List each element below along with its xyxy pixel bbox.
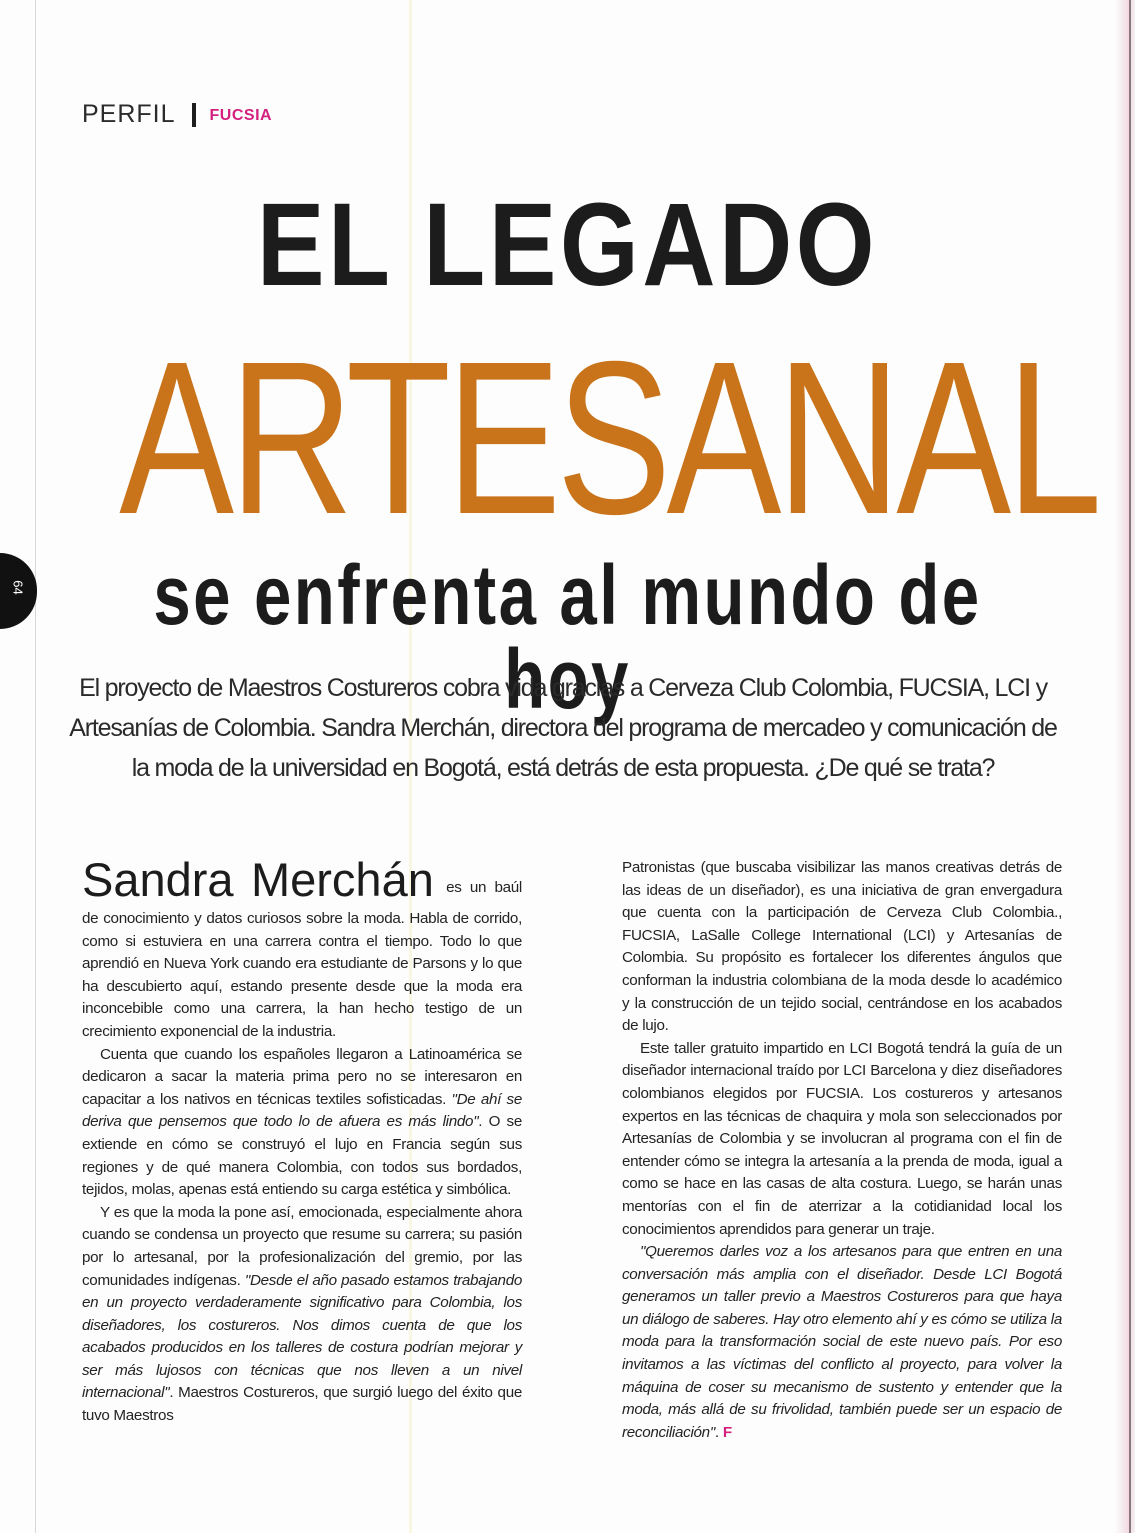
gutter-line: [35, 0, 36, 1533]
article-column-left: [82, 852, 522, 1428]
section-separator: [192, 103, 196, 127]
headline-line-2: ARTESANAL: [119, 317, 1098, 560]
intro-deck: El proyecto de Maestros Costureros cobra vida gracias a Cerveza Club Colombia, FUCSIA, LCI y Artesanías de Colombia. Sandra Merchán, directora del programa de mercadeo y comunicación de la moda de la universidad en Bogotá, está detrás de esta propuesta. ¿De qué se trata?: [69, 674, 1057, 782]
page-number-tab: [0, 553, 37, 629]
paragraph-text: es un baúl de conocimiento y datos curiosos sobre la moda. Habla de corrido, como si estuviera en una carrera contra el tiempo. Todo lo que aprendió en Nueva York cuando era estudiante de Parsons y lo que ha descubierto aquí, estando presente desde que la moda era inconcebible como una carrera, la han hecho testigo de un crecimiento exponencial de la industria.: [82, 879, 522, 1040]
article-paragraph: [82, 1202, 522, 1428]
page-edge-shadow: [1129, 0, 1131, 1533]
lead-name: Sandra Merchán: [82, 853, 434, 906]
article-paragraph: Este taller gratuito impartido en LCI Bogotá tendrá la guía de un diseñador internacional traído por LCI Barcelona y diez diseñadores colombianos elegidos por FUCSIA. Los costureros y artesanos expertos en las técnicas de chaquira y mola son seleccionados por Artesanías de Colombia y se involucran al programa con el fin de entender cómo se integra la artesanía a la prenda de moda, igual a como se hace en las casas de alta costura. Luego, se harán unas mentorías con el fin de aterrizar a la cotidianidad local los conocimientos aprendidos para generar un traje.: [622, 1039, 1062, 1238]
magazine-brand: FUCSIA: [209, 106, 273, 124]
pull-quote: "De ahí se deriva que pensemos que todo lo de afuera es más lindo": [82, 1090, 522, 1131]
article-paragraph: [82, 1044, 522, 1202]
paragraph-text: Cuenta que cuando los españoles llegaron a Latinoamérica se dedicaron a sacar la materia prima pero no se interesaron en capacitar a los nativos en técnicas textiles sofisticadas.: [82, 1045, 522, 1108]
end-mark: F: [722, 1423, 732, 1441]
section-label: PERFIL: [82, 100, 176, 128]
paragraph-text: .: [714, 1423, 719, 1441]
headline-line-3: se enfrenta al mundo de hoy: [153, 548, 982, 726]
article-column-right: [622, 857, 1062, 1444]
paragraph-text: . Maestros Costureros, que surgió luego del éxito que tuvo Maestros: [82, 1384, 522, 1425]
article-paragraph: Patronistas (que buscaba visibilizar las manos creativas detrás de las ideas de un diseñador), es una iniciativa de gran envergadura que cuenta con la participación de Cerveza Club Colombia., FUCSIA, LaSalle College International (LCI) y Artesanías de Colombia. Su propósito es fortalecer los diferentes ángulos que conforman la industria colombiana de la moda desde lo académico y la construcción de un tejido social, centrándose en los acabados de lujo.: [622, 859, 1062, 1035]
pull-quote: "Queremos darles voz a los artesanos para que entren en una conversación más amplia con el diseñador. Desde LCI Bogotá generamos un taller previo a Maestros Costureros para que haya un diálogo de saberes. Hay otro elemento ahí y es cómo se utiliza la moda para la transformación social de este nuevo país. Por eso invitamos a las víctimas del conflicto al proyecto, para volver la máquina de coser su mecanismo de sustento y entender que la moda, más allá de su frivolidad, también puede ser un espacio de reconciliación": [622, 1243, 1062, 1441]
paragraph-text: . O se extiende en cómo se construyó el lujo en Francia según sus regiones y de qué manera Colombia, con todos sus bordados, tejidos, molas, apenas está entiendo su carga estética y simbólica.: [82, 1113, 522, 1199]
article-paragraph: [82, 852, 522, 1044]
page-number: 64: [10, 580, 26, 595]
article-paragraph: [622, 1241, 1062, 1444]
section-header: [82, 100, 272, 129]
headline-line-1: EL LEGADO: [256, 179, 879, 311]
page-edge: [1115, 0, 1135, 1533]
paragraph-text: Y es que la moda la pone así, emocionada, especialmente ahora cuando se condensa un proyecto que resume su carrera; su pasión por lo artesanal, por la profesionalización del gremio, por las comunidades indígenas.: [82, 1203, 522, 1289]
pull-quote: "Desde el año pasado estamos trabajando en un proyecto verdaderamente significativo para Colombia, los diseñadores, los costureros. Nos dimos cuenta de que los acabados producidos en los talleres de costura podrían mejorar y ser más lujosos con técnicas que nos lleven a un nivel internacional": [82, 1271, 522, 1402]
